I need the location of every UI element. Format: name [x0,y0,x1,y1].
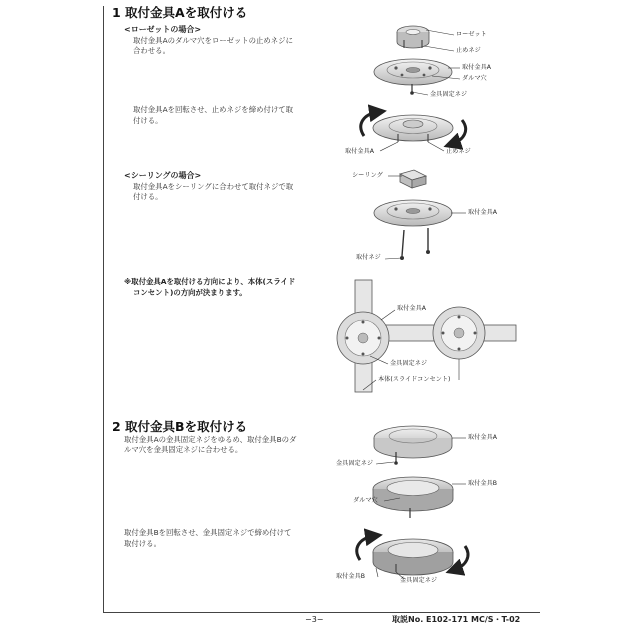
label-bracket-b-2: 取付金具B [336,573,365,580]
rosette-figure [397,26,429,48]
label-stop-screw-1: 止めネジ [456,47,481,54]
rosette-case-text-1: 取付金具Aのダルマ穴をローゼットの止めネジに [133,36,293,45]
label-bracket-a-4: 取付金具A [397,305,426,312]
section1-title: 1 取付金具Aを取付ける [112,5,248,20]
section2-step1-text-1: 取付金具Aの金具固定ネジをゆるめ、取付金具Bのダ [124,435,297,444]
label-bracket-a-2: 取付金具A [345,148,374,155]
label-fixing-screw-2: 金具固定ネジ [390,360,428,367]
ceiling-case-text-1: 取付金具Aをシーリングに合わせて取付ネジで取 [133,182,294,191]
label-ceiling: シーリング [352,172,383,179]
label-stop-screw-2: 止めネジ [446,148,471,155]
label-daruma-hole-2: ダルマ穴 [353,497,378,504]
label-daruma-hole-1: ダルマ穴 [462,75,487,82]
bracket-a-figure-2 [374,200,452,260]
section2-title: 2 取付金具Bを取付ける [112,419,248,434]
rotate-bracket-b-figure [357,536,468,575]
rotate-step-text-1: 取付金具Aを回転させ、止めネジを締め付けて取 [133,105,294,114]
rosette-case-text-2: 合わせる。 [133,46,170,55]
rotate-step-text-2: 付ける。 [133,116,163,125]
direction-note-2: コンセント)の方向が決まります。 [133,288,247,297]
bracket-a-figure-3 [374,426,452,465]
document-number: 取説No. E102-171 MC/S・T-02 [392,615,521,624]
label-rosette: ローゼット [456,31,487,38]
rosette-case-subtitle: <ローゼットの場合> [124,25,202,34]
label-bracket-a-3: 取付金具A [468,209,497,216]
section2-step1-text-2: ルマ穴を金具固定ネジに合わせる。 [124,445,243,454]
bracket-b-figure-1 [373,477,453,518]
ceiling-case-subtitle: <シーリングの場合> [124,171,202,180]
label-main-body: 本体(スライドコンセント) [378,376,451,383]
label-fixing-screw-1: 金具固定ネジ [430,91,468,98]
section2-step2-text-2: 取付ける。 [124,539,161,548]
label-bracket-a-5: 取付金具A [468,434,497,441]
section2-step2-text-1: 取付金具Bを回転させ、金具固定ネジで締め付けて [124,528,292,537]
direction-note-1: ※取付金具Aを取付ける方向により、本体(スライド [124,277,296,286]
label-bracket-a-1: 取付金具A [462,64,491,71]
label-fixing-screw-3: 金具固定ネジ [336,460,374,467]
label-bracket-b-1: 取付金具B [468,480,497,487]
ceiling-figure [400,170,426,188]
rotate-bracket-a-figure [361,112,466,144]
label-fixing-screw-4: 金具固定ネジ [400,577,438,584]
ceiling-case-text-2: 付ける。 [133,192,163,201]
page-number: −3− [305,615,324,624]
label-mount-screw: 取付ネジ [356,254,381,261]
